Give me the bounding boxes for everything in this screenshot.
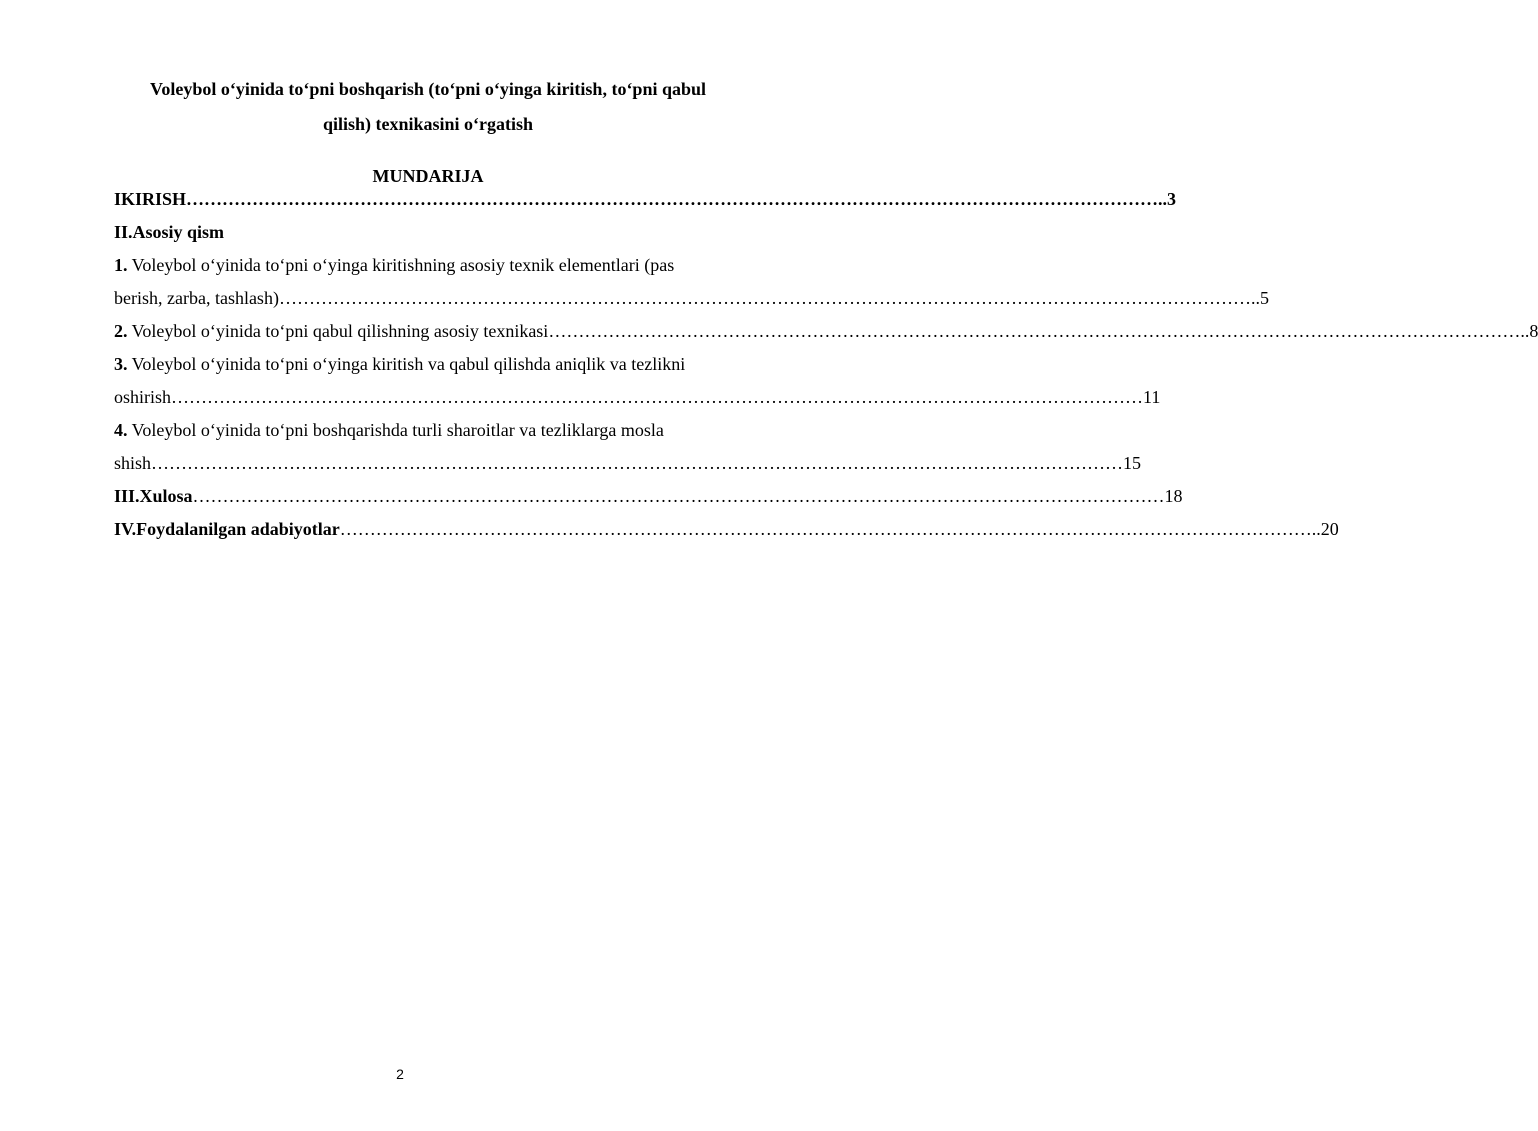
toc-entry-page: 11 (1143, 387, 1161, 407)
toc-entry-4-line-2 (114, 450, 1142, 483)
toc-entry-2 (114, 318, 1538, 351)
toc-entry-4-line-1 (114, 417, 744, 450)
toc-entry-page: ..5 (1250, 288, 1269, 308)
toc-entry-number: 3. (114, 354, 128, 374)
toc-entry-text: shish (114, 453, 152, 473)
toc-entry-references (114, 516, 1339, 549)
toc-entry-text (114, 318, 548, 345)
toc-entry-text: berish, zarba, tashlash) (114, 288, 279, 308)
toc-entry-page: 18 (1164, 486, 1183, 506)
toc-entry-text: Voleybol o‘yinida to‘pni boshqarishda turli sharoitlar va tezliklarga mosla (127, 420, 664, 440)
toc-entry-label: III.Xulosa (114, 486, 193, 506)
title-line-2: qilish) texnikasini o‘rgatish (322, 114, 534, 134)
toc-heading: MUNDARIJA (372, 166, 484, 186)
toc-entry-label: IV.Foydalanilgan adabiyotlar (114, 519, 340, 539)
toc-entry-page: ..8 (1520, 321, 1538, 341)
toc-entry-text: Voleybol o‘yinida to‘pni o‘yinga kiritishning asosiy texnik elementlari (pas (127, 255, 675, 275)
toc-entry-number: 1. (114, 255, 128, 275)
toc-entry-number: 4. (114, 420, 128, 440)
page-number: 2 (396, 1066, 404, 1082)
toc-entry-3-line-2 (114, 384, 1161, 417)
toc-entry-text: Voleybol o‘yinida to‘pni o‘yinga kiritish va qabul qilishda aniqlik va tezlikni (127, 354, 686, 374)
toc-entry-number: 2. (114, 321, 128, 341)
toc-entry-intro (114, 186, 1177, 219)
dot-leader: ……………………………………………………………………………………………………………………………………………… (186, 189, 1159, 209)
toc-entry-1-line-1 (114, 252, 744, 285)
document-title (110, 72, 746, 142)
dot-leader: ……………………………………………………………………………………………………………………………………………… (151, 453, 1124, 473)
toc-entry-title: Voleybol o‘yinida to‘pni qabul qilishning asosiy texnikasi (127, 321, 549, 341)
toc-entry-page: 15 (1123, 453, 1142, 473)
toc-entry-text: oshirish (114, 387, 172, 407)
toc-entry-conclusion (114, 483, 1183, 516)
toc-entry-page: ..3 (1158, 189, 1177, 209)
dot-leader: ……………………………………………………………………………………………………………………………………………… (278, 288, 1251, 308)
title-line-1: Voleybol o‘yinida to‘pni boshqarish (to‘pni o‘yinga kiritish, to‘pni qabul (150, 79, 706, 99)
dot-leader: ……………………………………………………………………………………………………………………………………………… (339, 519, 1312, 539)
dot-leader: ……………………………………………………………………………………………………………………………………………… (192, 486, 1165, 506)
toc-section-main: II.Asosiy qism (114, 222, 225, 242)
toc-entry-label: IKIRISH (114, 189, 187, 209)
toc-entry-3-line-1 (114, 351, 744, 384)
dot-leader: ……………………………………………………………………………………………………………………………………………… (548, 321, 1521, 341)
dot-leader: ……………………………………………………………………………………………………………………………………………… (171, 387, 1144, 407)
toc-entry-page: ..20 (1311, 519, 1339, 539)
toc-entry-1-line-2 (114, 285, 1269, 318)
table-of-contents (114, 186, 1538, 549)
